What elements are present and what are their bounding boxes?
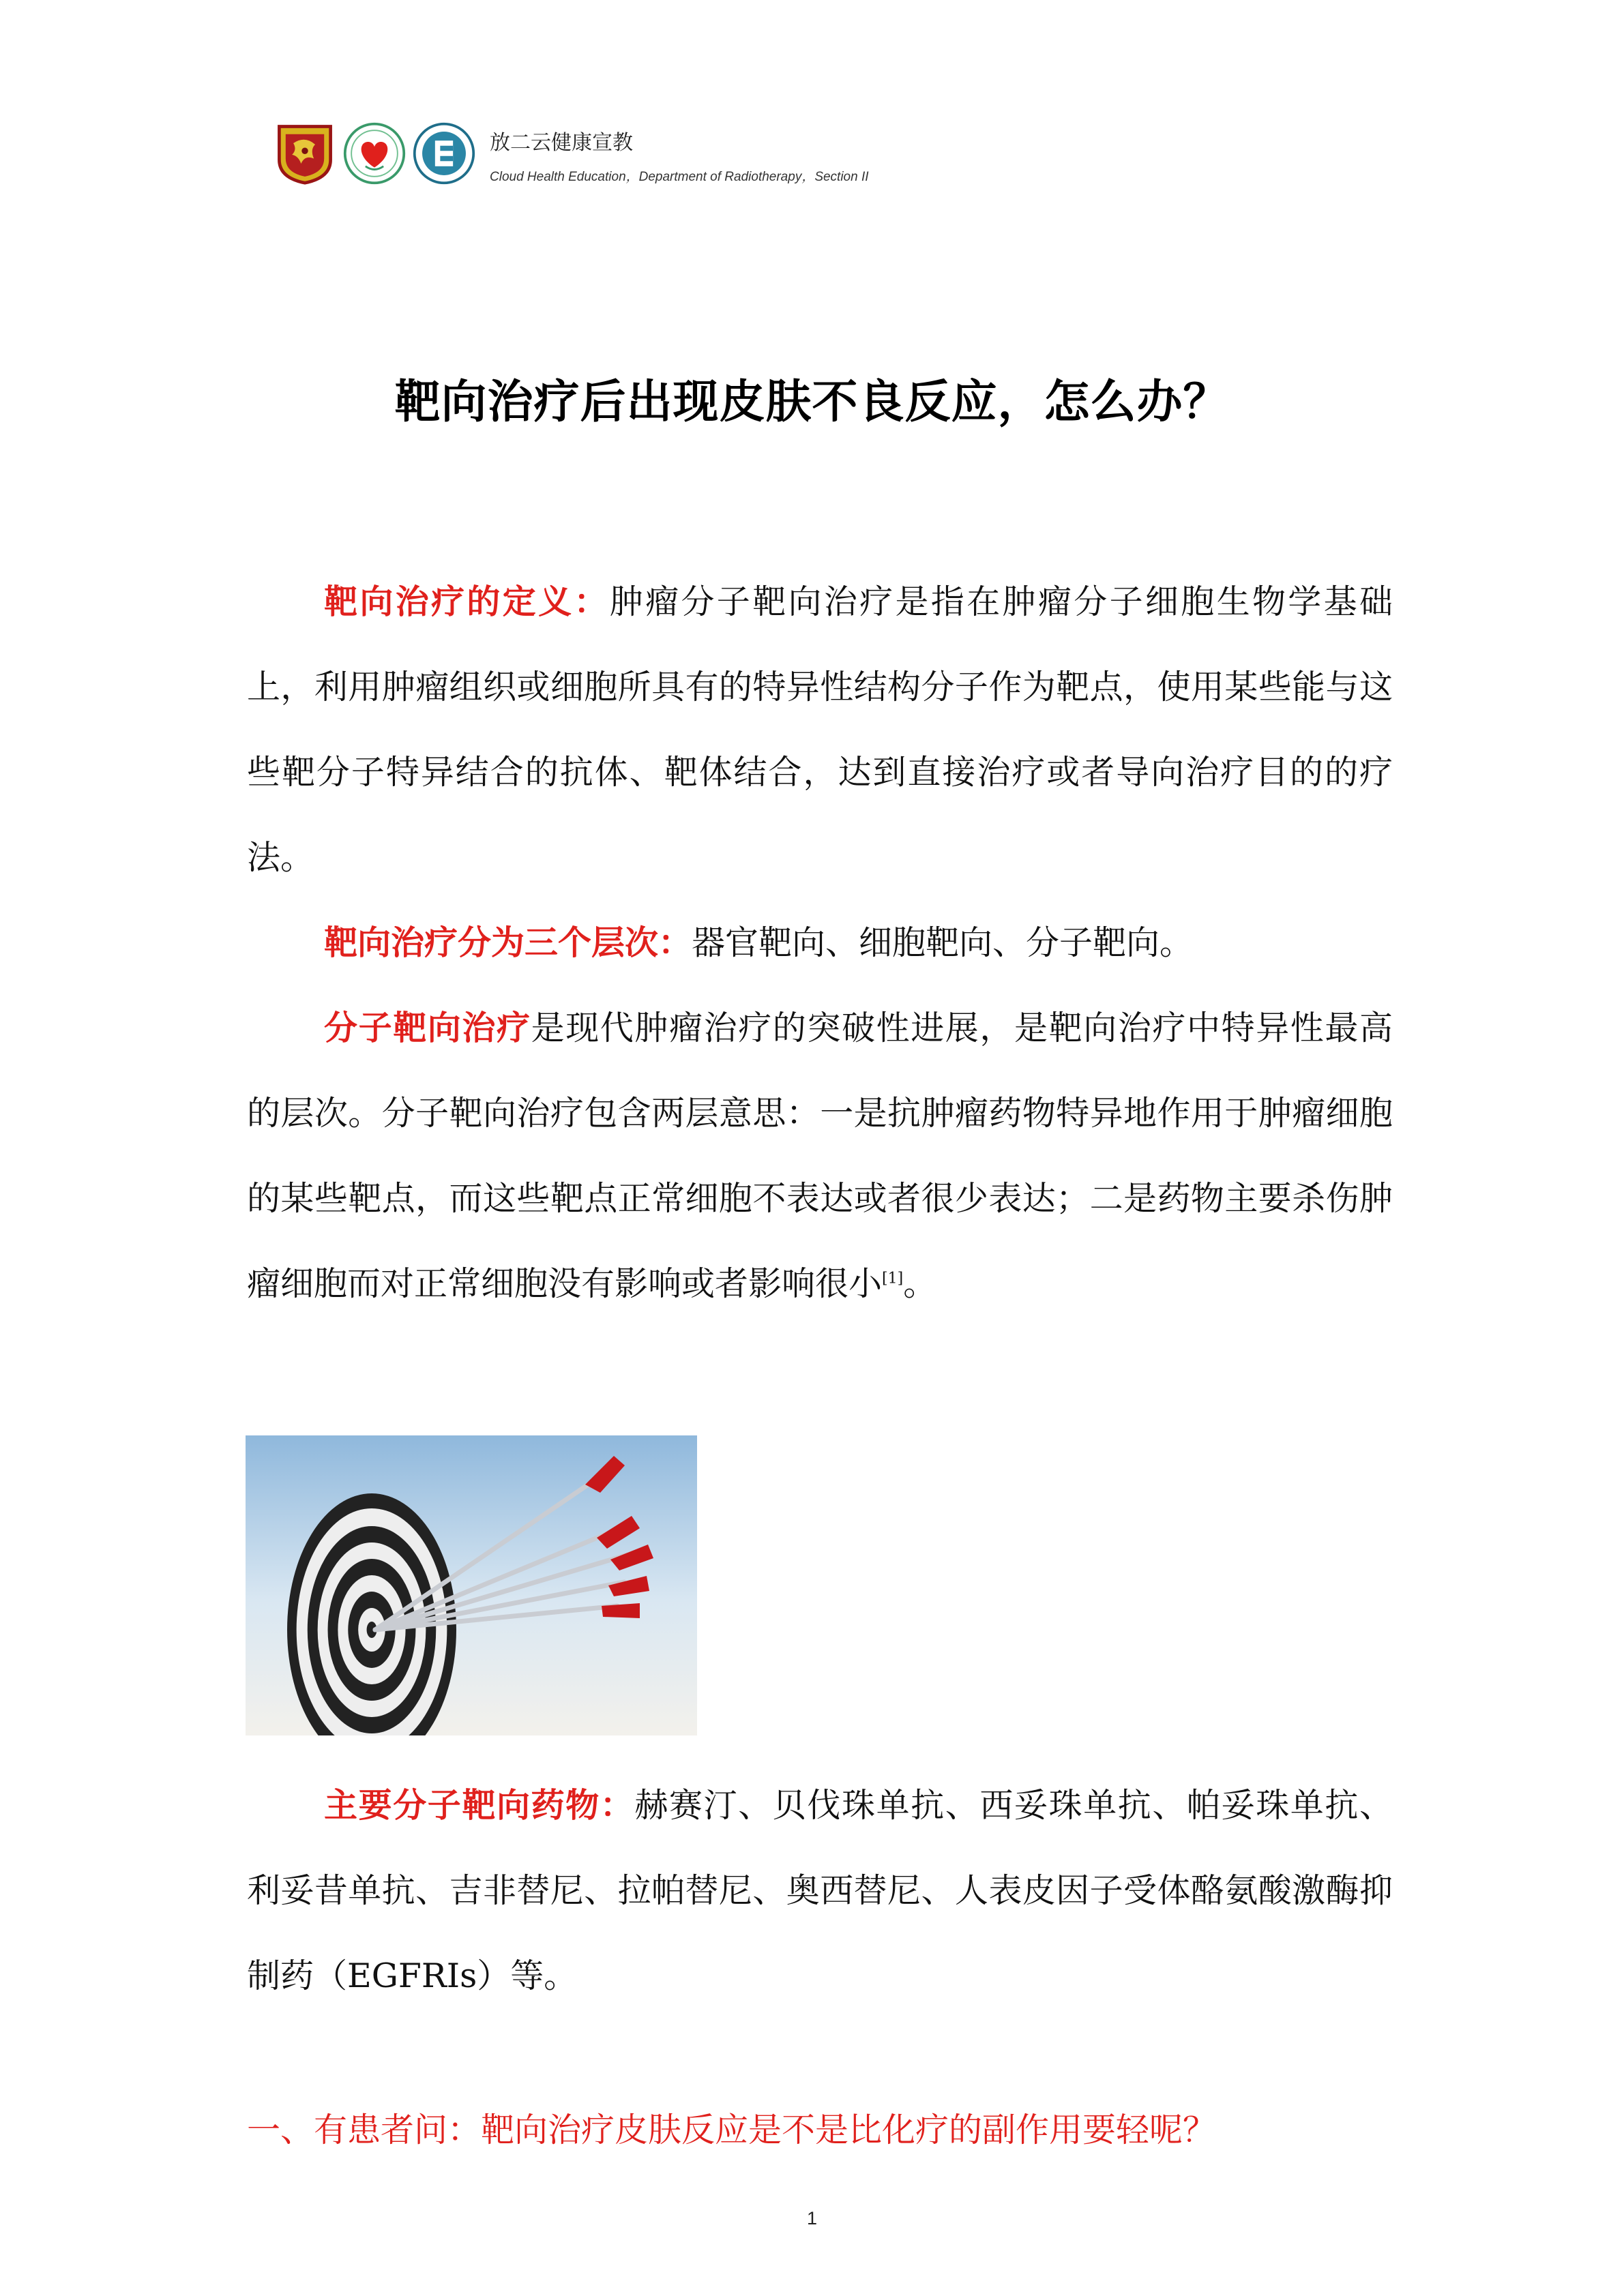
definition-paragraph <box>247 559 1393 900</box>
levels-paragraph <box>247 900 1393 985</box>
page-number: 1 <box>806 2208 818 2228</box>
drugs-paragraph <box>247 1763 1393 2018</box>
definition-text: 肿瘤分子靶向治疗是指在肿瘤分子细胞生物学基础上，利用肿瘤组织或细胞所具有的特异性结构分子作为靶点，使用某些能与这些靶分子特异结合的抗体、靶体结合，达到直接治疗或者导向治疗目的的疗法。 <box>247 582 1393 877</box>
header-org-cn: 放二云健康宣教 <box>490 131 633 155</box>
definition-lead: 靶向治疗的定义： <box>324 582 610 621</box>
logo-group <box>273 121 484 190</box>
levels-text: 器官靶向、细胞靶向、分子靶向。 <box>692 923 1194 962</box>
molecular-end: 。 <box>903 1264 937 1303</box>
question-heading: 一、有患者问：靶向治疗皮肤反应是不是比化疗的副作用要轻呢？ <box>247 2111 1217 2149</box>
department-logo <box>412 121 476 185</box>
header-org-en: Cloud Health Education，Department of Radiotherapy，Section II <box>490 170 869 184</box>
target-arrows-image <box>246 1435 697 1735</box>
university-badge-logo <box>273 121 337 185</box>
page-title: 靶向治疗后出现皮肤不良反应，怎么办？ <box>394 375 1230 428</box>
page-header <box>273 121 1364 203</box>
levels-lead: 靶向治疗分为三个层次： <box>324 923 692 962</box>
molecular-paragraph <box>247 985 1393 1326</box>
header-text <box>490 125 869 185</box>
citation-ref: [1] <box>882 1270 904 1287</box>
molecular-text: 是现代肿瘤治疗的突破性进展，是靶向治疗中特异性最高的层次。分子靶向治疗包含两层意思：一是抗肿瘤药物特异地作用于肿瘤细胞的某些靶点，而这些靶点正常细胞不表达或者很少表达；二是药物主要杀伤肿瘤细胞而对正常细胞没有影响或者影响很小 <box>247 1009 1393 1303</box>
hospital-heart-logo <box>342 121 407 185</box>
molecular-lead: 分子靶向治疗 <box>324 1009 531 1047</box>
drugs-text: 赫赛汀、贝伐珠单抗、西妥珠单抗、帕妥珠单抗、利妥昔单抗、吉非替尼、拉帕替尼、奥西替尼、人表皮因子受体酪氨酸激酶抑制药（EGFRIs）等。 <box>247 1786 1393 1995</box>
drugs-lead: 主要分子靶向药物： <box>324 1786 635 1825</box>
